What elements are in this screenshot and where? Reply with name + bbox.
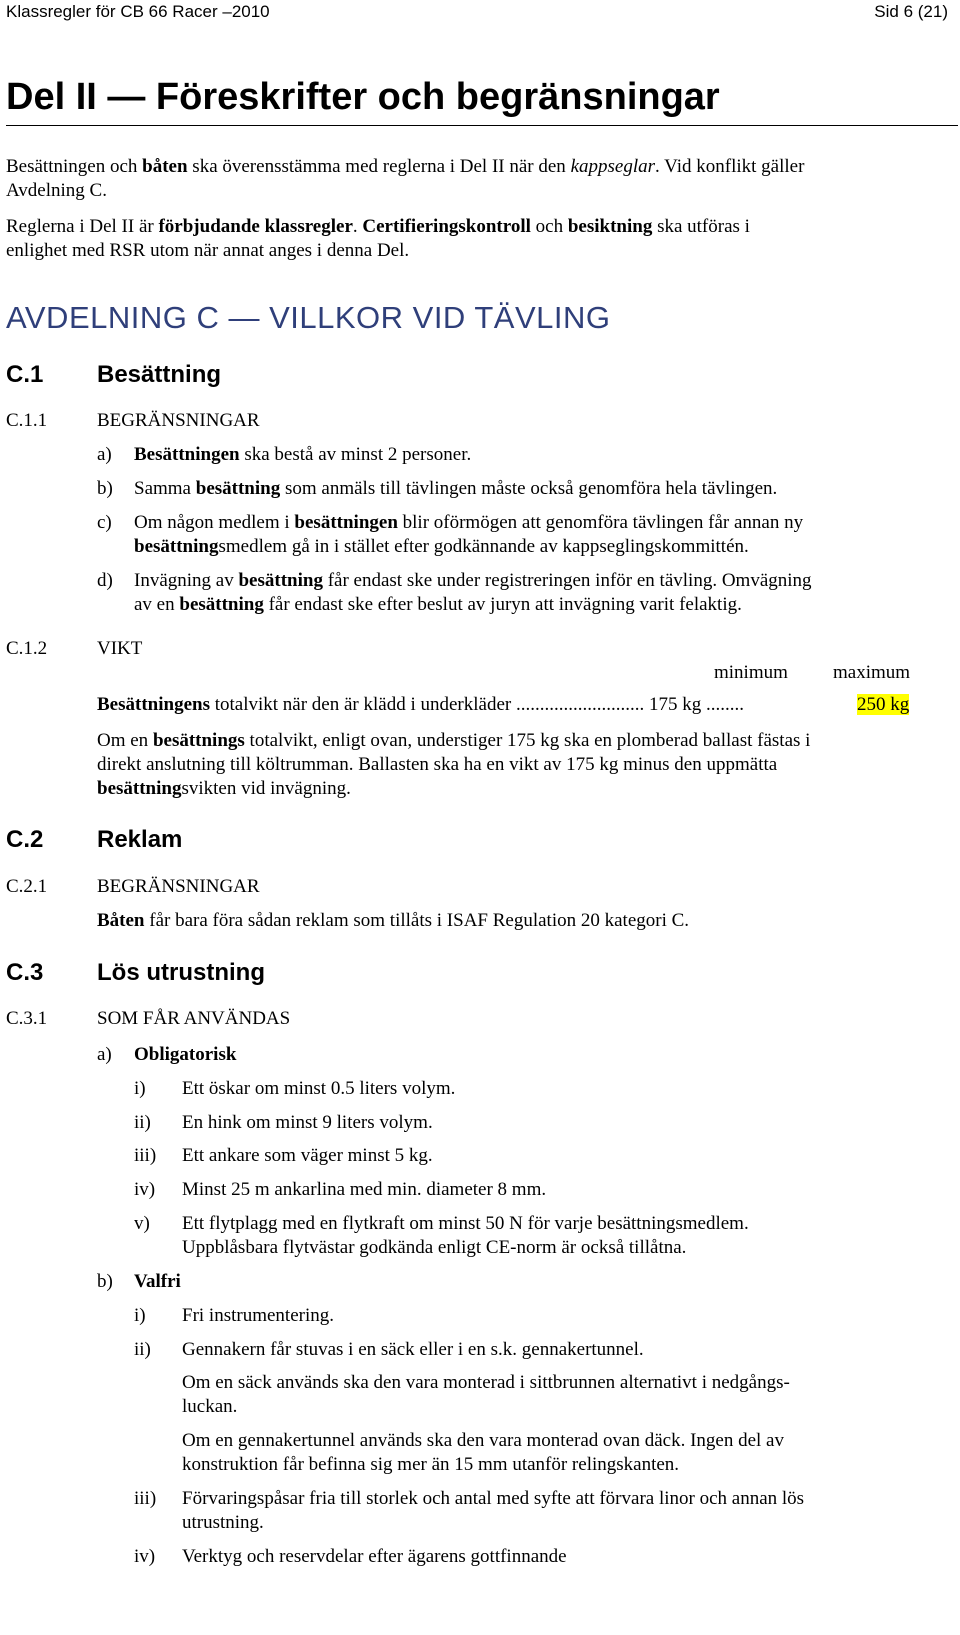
section-number-c3: C.3 — [6, 959, 44, 986]
mand-label-v: v) — [134, 1213, 150, 1234]
advertising-text — [97, 910, 689, 932]
bold-term: båten — [142, 156, 188, 177]
item-text-b — [134, 478, 777, 500]
rule-heading-c12: VIKT — [97, 638, 143, 659]
text-run: totalvikt, enligt ovan, understiger 175 kg ska en plomberad ballast fästas i — [244, 730, 811, 751]
rule-heading-c21: BEGRÄNSNINGAR — [97, 876, 260, 897]
col-header-maximum: maximum — [833, 662, 911, 683]
mand-text-iii: Ett ankare som väger minst 5 kg. — [182, 1145, 433, 1166]
section-number-c2: C.2 — [6, 826, 44, 853]
mand-label-iv: iv) — [134, 1179, 156, 1200]
intro-p1-line2: Avdelning C. — [6, 180, 107, 201]
bold-term: besättnings — [152, 730, 245, 751]
text-run: ska bestå av minst 2 personer. — [239, 444, 472, 465]
group-label-b: b) — [97, 1271, 113, 1292]
opt-text-iii-line2: utrustning. — [182, 1512, 264, 1533]
part-title: Del II — Föreskrifter och begränsningar — [6, 76, 720, 118]
item-text-d-line2 — [134, 594, 742, 616]
item-label-d: d) — [97, 570, 113, 591]
item-text-a — [134, 444, 471, 466]
bold-term: besättning — [97, 778, 182, 799]
bold-term: förbjudande klassregler — [158, 216, 353, 237]
bold-term: Certifieringskontroll — [362, 216, 531, 237]
intro-p1-line1 — [6, 156, 804, 178]
text-run: Om någon medlem i — [134, 512, 295, 533]
mand-label-iii: iii) — [134, 1145, 157, 1166]
item-label-b: b) — [97, 478, 113, 499]
opt-label-iii: iii) — [134, 1488, 157, 1509]
text-run: smedlem gå in i stället efter godkännande av kappseglingskommittén. — [218, 536, 749, 557]
section-title-c2: Reklam — [97, 826, 183, 853]
text-run: Om en — [97, 730, 153, 751]
text-run: totalvikt när den är klädd i underkläder — [209, 694, 516, 715]
text-run: svikten vid invägning. — [181, 778, 351, 799]
group-title-valfri: Valfri — [134, 1271, 181, 1292]
opt-text-i: Fri instrumentering. — [182, 1305, 334, 1326]
text-run: som anmäls till tävlingen måste också genomföra hela tävlingen. — [280, 478, 778, 499]
bold-term: Besättningens — [97, 694, 210, 715]
opt-label-ii: ii) — [134, 1339, 151, 1360]
group-label-a: a) — [97, 1044, 112, 1065]
weight-note-line2: direkt anslutning till költrumman. Ballasten ska ha en vikt av 175 kg minus den uppmätta — [97, 754, 778, 775]
weight-max-value: 250 kg — [857, 694, 910, 715]
text-run: . — [352, 216, 363, 237]
weight-note-line1 — [97, 730, 810, 752]
bold-term: besättning — [195, 478, 281, 499]
mand-text-iv: Minst 25 m ankarlina med min. diameter 8 mm. — [182, 1179, 547, 1200]
intro-p2-line2: enlighet med RSR utom när annat anges i denna Del. — [6, 240, 410, 261]
mand-label-ii: ii) — [134, 1112, 151, 1133]
text-run: Reglerna i Del II är — [6, 216, 159, 237]
rule-number-c21: C.2.1 — [6, 876, 48, 897]
running-header-title: Klassregler för CB 66 Racer –2010 — [6, 2, 270, 21]
text-run: får endast ske under registreringen inför en tävling. Omvägning — [322, 570, 812, 591]
running-header-page: Sid 6 (21) — [874, 2, 948, 21]
mand-text-i: Ett öskar om minst 0.5 liters volym. — [182, 1078, 456, 1099]
bold-term: Besättningen — [134, 444, 240, 465]
group-title-obligatorisk: Obligatorisk — [134, 1044, 237, 1065]
text-run: får bara föra sådan reklam som tillåts i ISAF Regulation 20 kategori C. — [144, 910, 690, 931]
mand-label-i: i) — [134, 1078, 146, 1099]
opt-text-iii-line1: Förvaringspåsar fria till storlek och antal med syfte att förvara linor och annan lös — [182, 1488, 805, 1509]
opt-ii-note1-line1: Om en säck används ska den vara monterad i sittbrunnen alternativt i nedgångs- — [182, 1372, 790, 1393]
col-header-minimum: minimum — [714, 662, 788, 683]
item-text-c-line2 — [134, 536, 749, 558]
text-run: Besättningen och — [6, 156, 143, 177]
bold-term: Båten — [97, 910, 145, 931]
rule-number-c11: C.1.1 — [6, 410, 48, 431]
bold-term: besiktning — [567, 216, 653, 237]
title-rule — [6, 125, 958, 126]
rule-number-c31: C.3.1 — [6, 1008, 48, 1029]
weight-note-line3 — [97, 778, 351, 800]
text-run: ska utföras i — [652, 216, 750, 237]
rule-heading-c31: SOM FÅR ANVÄNDAS — [97, 1008, 291, 1029]
item-label-c: c) — [97, 512, 112, 533]
opt-label-i: i) — [134, 1305, 146, 1326]
mand-text-v-line2: Uppblåsbara flytvästar godkända enligt CE-norm är också tillåtna. — [182, 1237, 687, 1258]
text-run: ........ — [705, 694, 744, 715]
opt-text-ii: Gennakern får stuvas i en säck eller i en s.k. gennakertunnel. — [182, 1339, 644, 1360]
mand-text-v-line1: Ett flytplagg med en flytkraft om minst 50 N för varje besättningsmedlem. — [182, 1213, 749, 1234]
item-text-d-line1 — [134, 570, 812, 592]
avdelning-heading: AVDELNING C — VILLKOR VID TÄVLING — [6, 300, 611, 335]
bold-term: besättningen — [294, 512, 398, 533]
text-run: Samma — [134, 478, 196, 499]
text-run: ska överensstämma med reglerna i Del II när den — [187, 156, 571, 177]
text-run: Invägning av — [134, 570, 239, 591]
weight-row — [97, 694, 744, 716]
opt-ii-note2-line1: Om en gennakertunnel används ska den vara monterad ovan däck. Ingen del av — [182, 1430, 784, 1451]
opt-ii-note1-line2: luckan. — [182, 1396, 238, 1417]
section-number-c1: C.1 — [6, 361, 44, 388]
text-run: av en — [134, 594, 180, 615]
text-run: blir oförmögen att genomföra tävlingen får annan ny — [397, 512, 804, 533]
rule-heading-c11: BEGRÄNSNINGAR — [97, 410, 260, 431]
section-title-c3: Lös utrustning — [97, 959, 265, 986]
intro-p2-line1 — [6, 216, 750, 238]
section-title-c1: Besättning — [97, 361, 222, 388]
bold-term: besättning — [134, 536, 219, 557]
text-run: ........................... — [515, 694, 645, 715]
item-label-a: a) — [97, 444, 112, 465]
text-run: och — [530, 216, 568, 237]
bold-term: besättning — [179, 594, 264, 615]
mand-text-ii: En hink om minst 9 liters volym. — [182, 1112, 433, 1133]
opt-text-iv: Verktyg och reservdelar efter ägarens gottfinnande — [182, 1546, 567, 1567]
text-run: 175 kg — [644, 694, 706, 715]
text-run: . Vid konflikt gäller — [655, 156, 805, 177]
bold-term: besättning — [238, 570, 323, 591]
text-run: får endast ske efter beslut av juryn att invägning varit felaktig. — [263, 594, 742, 615]
opt-label-iv: iv) — [134, 1546, 156, 1567]
opt-ii-note2-line2: konstruktion får befinna sig mer än 15 mm utanför relingskanten. — [182, 1454, 680, 1475]
item-text-c-line1 — [134, 512, 803, 534]
rule-number-c12: C.1.2 — [6, 638, 48, 659]
italic-term: kappseglar — [570, 156, 655, 177]
